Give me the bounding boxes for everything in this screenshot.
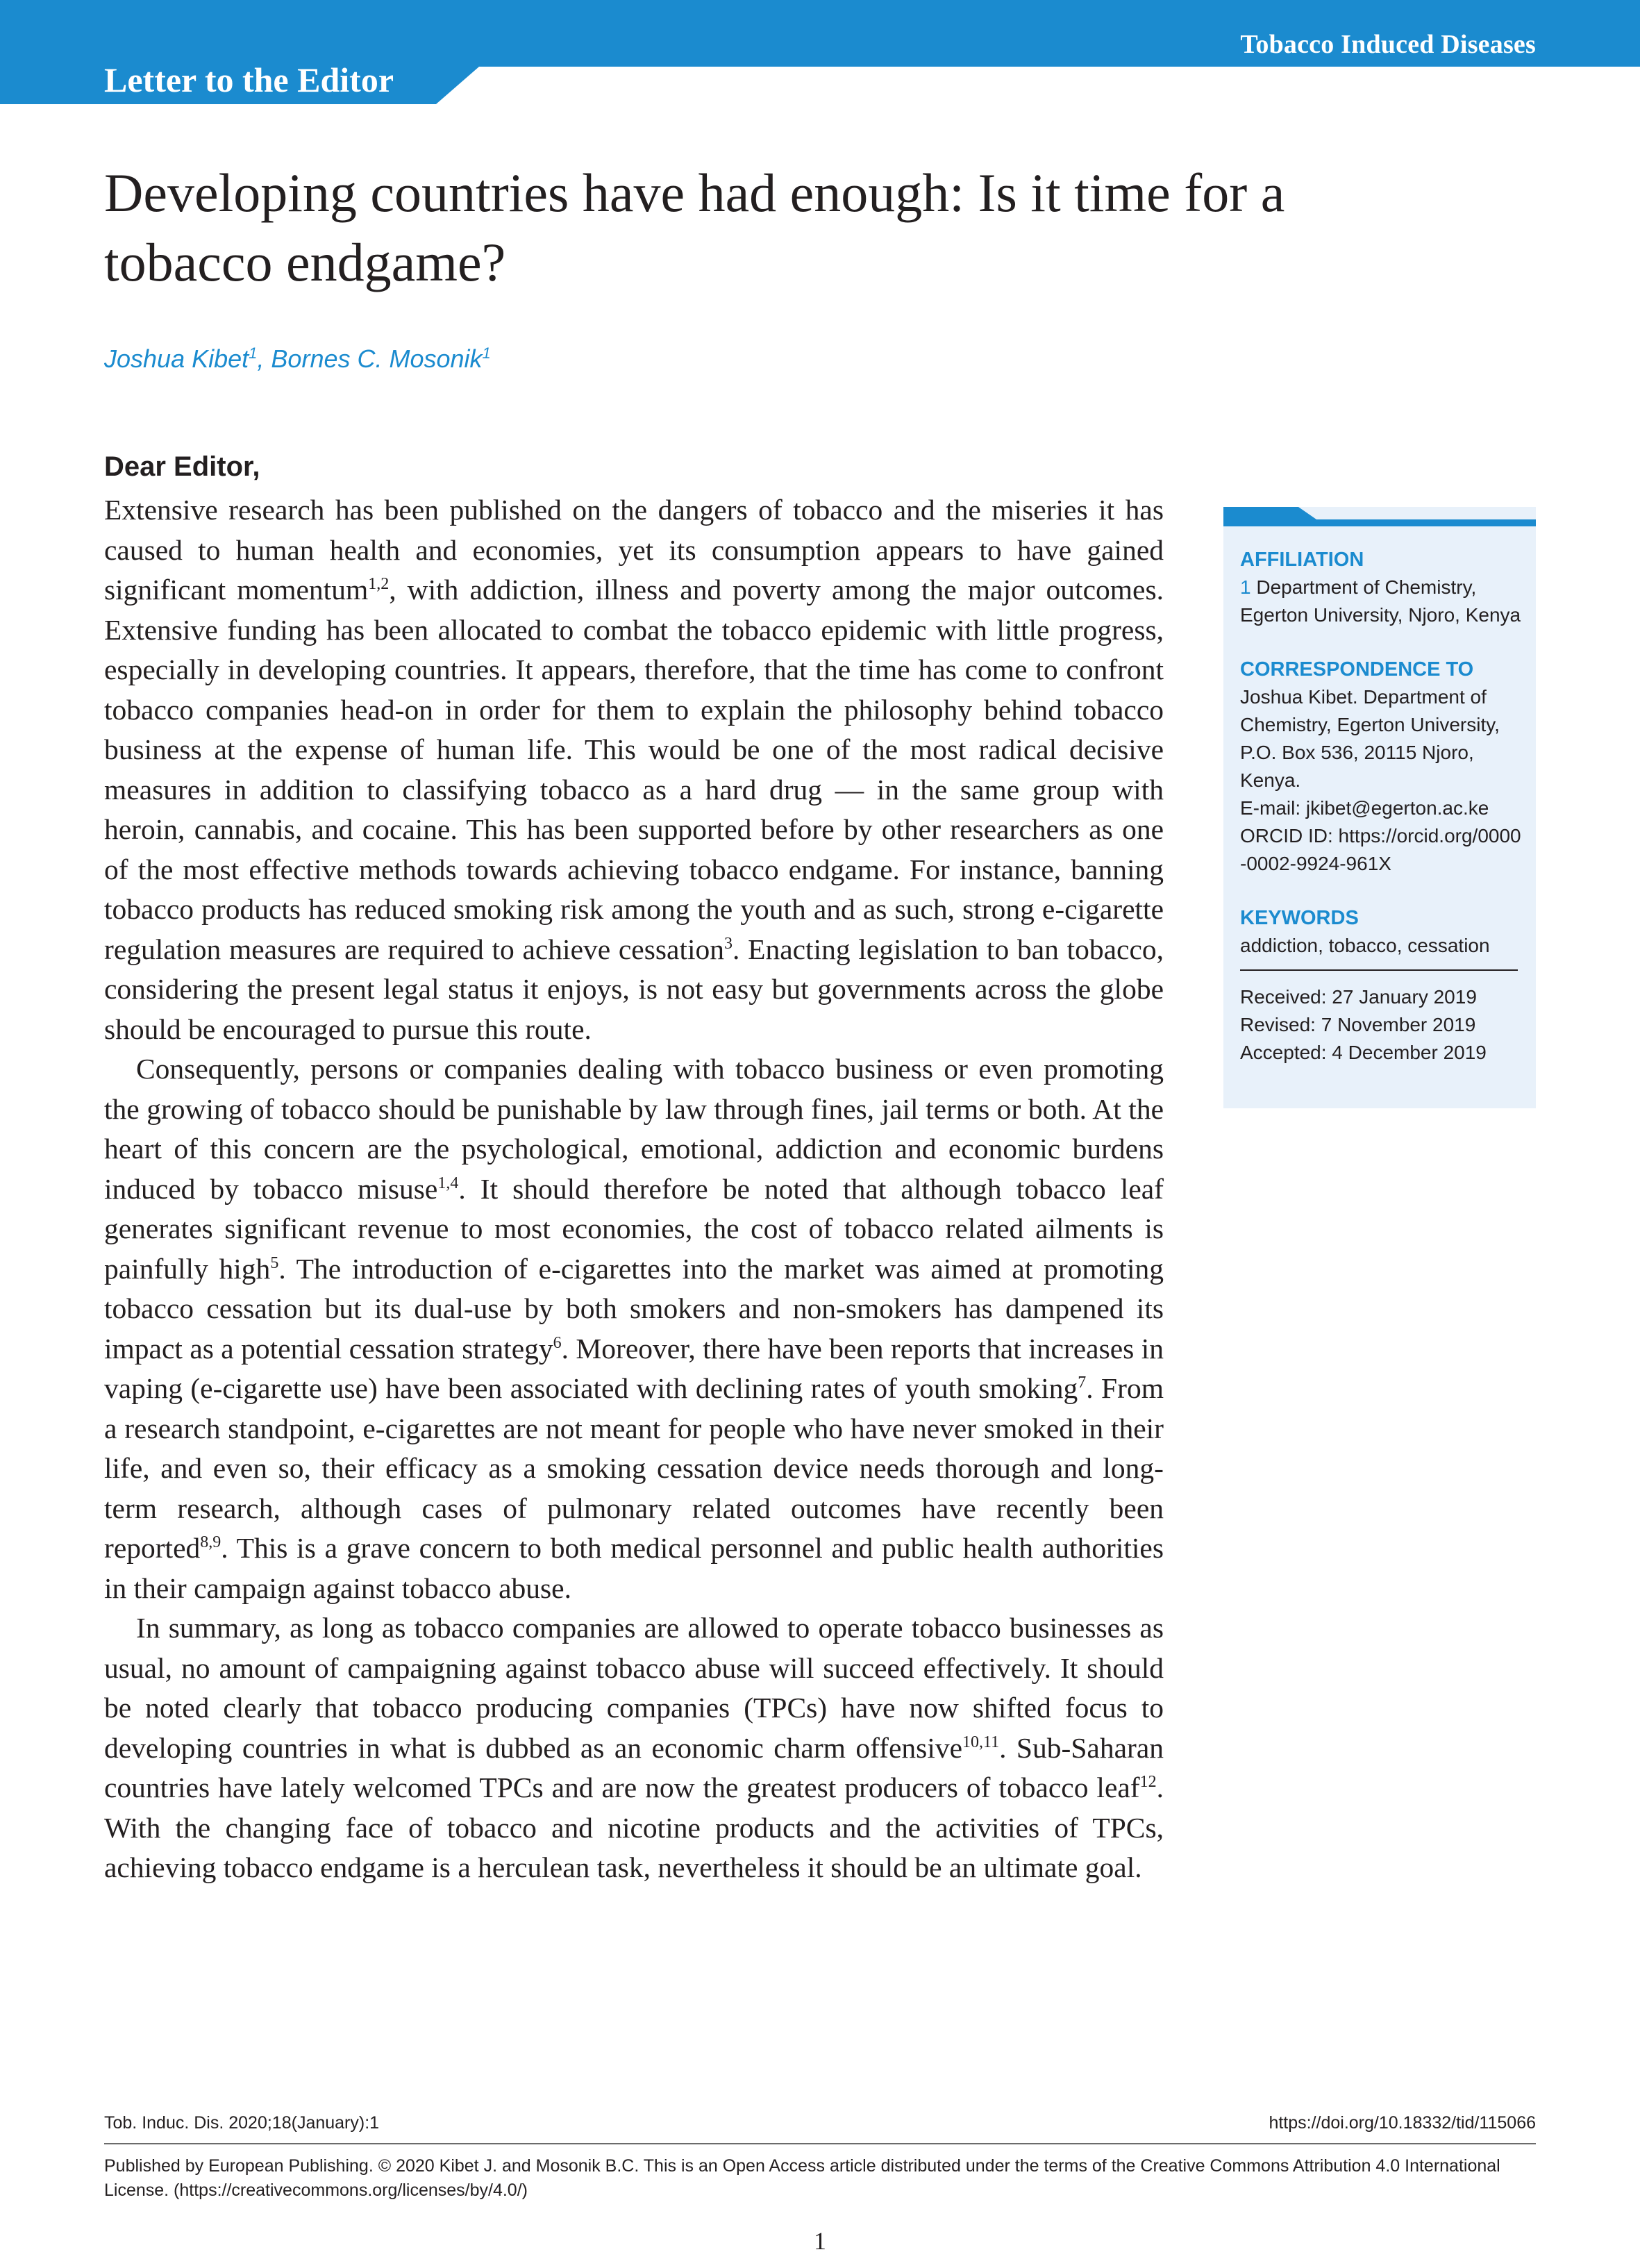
sidebar-divider bbox=[1240, 969, 1518, 971]
citation-reference[interactable]: 10,11 bbox=[962, 1733, 1000, 1751]
paragraph-text: In summary, as long as tobacco companies are allowed to operate tobacco businesses as usual, no amount of campaigning against tobacco abuse will succeed effectively. It should be noted clearly that tobacco producing companies (TPCs) have now shifted focus to developing countries in what is dubbed as an economic charm offensive bbox=[104, 1612, 1164, 1764]
body-paragraph bbox=[104, 490, 1164, 1049]
author-affiliation-mark: 1 bbox=[482, 344, 491, 362]
correspondence-section bbox=[1240, 656, 1525, 878]
correspondence-address: Joshua Kibet. Department of Chemistry, Egerton University, P.O. Box 536, 20115 Njoro, Kenya. bbox=[1240, 686, 1500, 791]
keywords-heading: KEYWORDS bbox=[1240, 907, 1359, 929]
affiliation-text bbox=[1240, 574, 1525, 629]
body-paragraph bbox=[104, 1049, 1164, 1608]
citation-reference[interactable]: 12 bbox=[1139, 1773, 1157, 1792]
citation-reference[interactable]: 3 bbox=[724, 934, 733, 953]
paragraph-text: . This is a grave concern to both medical personnel and public health authorities in their campaign against tobacco abuse. bbox=[104, 1532, 1164, 1604]
paragraph-text: Extensive research has been published on the dangers of tobacco and the miseries it has caused to human health and economies, yet its consumption appears to have gained significant momentum bbox=[104, 494, 1164, 606]
article-body bbox=[104, 490, 1164, 1888]
author-affiliation-mark: 1 bbox=[249, 344, 258, 362]
journal-name: Tobacco Induced Diseases bbox=[1240, 30, 1536, 59]
correspondence-email[interactable]: E-mail: jkibet@egerton.ac.ke bbox=[1240, 797, 1489, 819]
citation-reference[interactable]: 8,9 bbox=[200, 1533, 221, 1552]
author-name[interactable]: Bornes C. Mosonik bbox=[271, 344, 483, 373]
paragraph-text: . Moreover, there have been reports that increases in vaping (e-cigarette use) have been associated with declining rates of youth smoking bbox=[104, 1332, 1164, 1404]
sidebar-tab-decoration bbox=[1223, 507, 1536, 526]
revised-date: Revised: 7 November 2019 bbox=[1240, 1014, 1476, 1035]
paragraph-text: Consequently, persons or companies dealing with tobacco business or even promoting the growing of tobacco should be punishable by law through fines, jail terms or both. At the heart of this concern are the psychological, emotional, addiction and economic burdens induced by tobacco misuse bbox=[104, 1053, 1164, 1205]
correspondence-heading: CORRESPONDENCE TO bbox=[1240, 658, 1474, 681]
salutation: Dear Editor, bbox=[104, 451, 260, 482]
doi-link[interactable]: https://doi.org/10.18332/tid/115066 bbox=[1269, 2113, 1536, 2133]
paragraph-text: , with addiction, illness and poverty among the major outcomes. Extensive funding has been allocated to combat the tobacco epidemic with little progress, especially in developing countries. It appears, therefore, that the time has come to confront tobacco companies head-on in order for them to explain the philosophy behind tobacco business at the expense of human life. This would be one of the most radical decisive measures in addition to classifying tobacco as a hard drug — in the same group with heroin, cannabis, and cocaine. This has been supported before by other researchers as one of the most effective methods towards achieving tobacco endgame. For instance, banning tobacco products has reduced smoking risk among the youth and as such, strong e-cigarette regulation measures are required to achieve cessation bbox=[104, 574, 1164, 965]
paragraph-text: . With the changing face of tobacco and nicotine products and the activities of TPCs, achieving tobacco endgame is a herculean task, nevertheless it should be an ultimate goal. bbox=[104, 1771, 1164, 1883]
correspondence-orcid[interactable]: ORCID ID: https://orcid.org/0000-0002-9924-961X bbox=[1240, 825, 1521, 874]
body-paragraph bbox=[104, 1608, 1164, 1888]
paragraph-text: . Enacting legislation to ban tobacco, considering the present legal status it enjoys, is not easy but governments across the globe should be encouraged to pursue this route. bbox=[104, 933, 1164, 1045]
article-info-sidebar bbox=[1223, 507, 1536, 1108]
keywords-section bbox=[1240, 904, 1525, 960]
received-date: Received: 27 January 2019 bbox=[1240, 986, 1477, 1008]
paragraph-text: . Sub-Saharan countries have lately welcomed TPCs and are now the greatest producers of tobacco leaf bbox=[104, 1731, 1164, 1803]
dates-section bbox=[1240, 983, 1525, 1067]
citation-text: Tob. Induc. Dis. 2020;18(January):1 bbox=[104, 2113, 380, 2133]
header-banner bbox=[0, 0, 1640, 104]
citation-reference[interactable]: 6 bbox=[553, 1333, 562, 1352]
license-text: Published by European Publishing. © 2020 Kibet J. and Mosonik B.C. This is an Open Access article distributed under the terms of the Creative Commons Attribution 4.0 International License. (https://creativecommons.org/licenses/by/4.0/) bbox=[104, 2156, 1500, 2200]
paragraph-text: . From a research standpoint, e-cigarettes are not meant for people who have never smoked in their life, and even so, their efficacy as a smoking cessation device needs thorough and long-term research, although cases of pulmonary related outcomes have recently been reported bbox=[104, 1372, 1164, 1564]
paragraph-text: . The introduction of e-cigarettes into the market was aimed at promoting tobacco cessation but its dual-use by both smokers and non-smokers has dampened its impact as a potential cessation strategy bbox=[104, 1252, 1164, 1365]
accepted-date: Accepted: 4 December 2019 bbox=[1240, 1042, 1487, 1063]
citation-reference[interactable]: 1,2 bbox=[368, 575, 390, 594]
author-name[interactable]: Joshua Kibet bbox=[104, 344, 249, 373]
affiliation-section bbox=[1240, 546, 1525, 629]
footer-divider bbox=[104, 2143, 1536, 2144]
paragraph-text: . It should therefore be noted that although tobacco leaf generates significant revenue to most economies, the cost of tobacco related ailments is painfully high bbox=[104, 1172, 1164, 1285]
citation-reference[interactable]: 7 bbox=[1078, 1374, 1087, 1392]
affiliation-detail: Department of Chemistry, Egerton University, Njoro, Kenya bbox=[1240, 576, 1521, 626]
citation-reference[interactable]: 5 bbox=[270, 1253, 279, 1272]
section-label: Letter to the Editor bbox=[104, 60, 394, 99]
affiliation-number: 1 bbox=[1240, 576, 1251, 598]
page-number: 1 bbox=[814, 2227, 826, 2255]
article-title: Developing countries have had enough: Is it time for a tobacco endgame? bbox=[104, 162, 1285, 292]
keywords-text: addiction, tobacco, cessation bbox=[1240, 935, 1490, 956]
citation-reference[interactable]: 1,4 bbox=[437, 1174, 459, 1192]
author-list: Joshua Kibet$^1$, Bornes C. Mosonik$^1$ bbox=[104, 344, 491, 373]
affiliation-heading: AFFILIATION bbox=[1240, 549, 1364, 571]
